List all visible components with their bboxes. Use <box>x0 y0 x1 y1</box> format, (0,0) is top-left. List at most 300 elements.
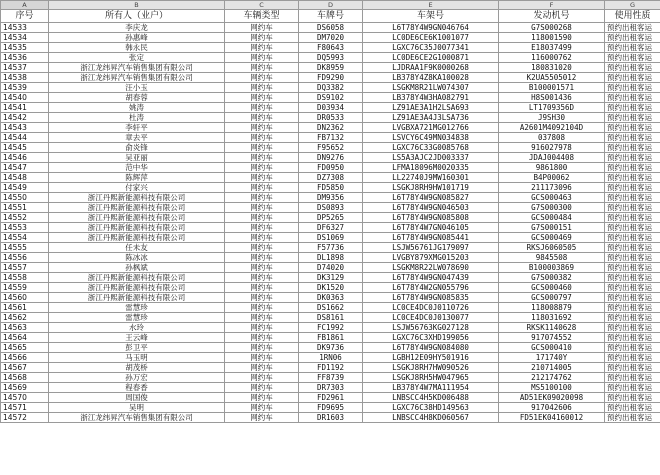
cell-serial[interactable]: 14563 <box>1 323 49 333</box>
cell-owner[interactable]: 姚涛 <box>49 103 225 113</box>
cell-engine[interactable]: 118001590 <box>499 33 605 43</box>
cell-usage[interactable]: 预约出租客运 <box>605 83 660 93</box>
cell-usage[interactable]: 预约出租客运 <box>605 113 660 123</box>
cell-usage[interactable]: 预约出租客运 <box>605 23 660 33</box>
cell-serial[interactable]: 14544 <box>1 133 49 143</box>
column-letter-f[interactable]: F <box>499 1 605 10</box>
cell-engine[interactable]: 180831020 <box>499 63 605 73</box>
cell-vin[interactable]: LNBSCC4H8KD060567 <box>363 413 499 423</box>
column-letter-c[interactable]: C <box>225 1 299 10</box>
cell-usage[interactable]: 预约出租客运 <box>605 393 660 403</box>
cell-vehicle-type[interactable]: 网约车 <box>225 393 299 403</box>
cell-vin[interactable]: L6T78Y4W9GN084080 <box>363 343 499 353</box>
cell-engine[interactable]: 037808 <box>499 133 605 143</box>
cell-vehicle-type[interactable]: 网约车 <box>225 303 299 313</box>
cell-serial[interactable]: 14557 <box>1 263 49 273</box>
cell-engine[interactable]: 9861800 <box>499 163 605 173</box>
cell-serial[interactable]: 14566 <box>1 353 49 363</box>
cell-usage[interactable]: 预约出租客运 <box>605 143 660 153</box>
cell-usage[interactable]: 预约出租客运 <box>605 133 660 143</box>
cell-owner[interactable]: 孙枫斌 <box>49 263 225 273</box>
cell-plate[interactable]: DL1898 <box>299 253 363 263</box>
cell-usage[interactable]: 预约出租客运 <box>605 253 660 263</box>
cell-plate[interactable]: DQ5993 <box>299 53 363 63</box>
cell-engine[interactable]: B4P00062 <box>499 173 605 183</box>
cell-owner[interactable]: 浙江龙纬昇汽车销售集团有限公司 <box>49 73 225 83</box>
cell-serial[interactable]: 14567 <box>1 363 49 373</box>
cell-engine[interactable]: AD51EK09020098 <box>499 393 605 403</box>
cell-engine[interactable]: MS5100100 <box>499 383 605 393</box>
cell-plate[interactable]: DS0893 <box>299 203 363 213</box>
cell-owner[interactable]: 孙惠峰 <box>49 33 225 43</box>
cell-serial[interactable]: 14536 <box>1 53 49 63</box>
cell-serial[interactable]: 14551 <box>1 203 49 213</box>
cell-usage[interactable]: 预约出租客运 <box>605 323 660 333</box>
cell-engine[interactable]: 212174762 <box>499 373 605 383</box>
cell-owner[interactable]: 韩永民 <box>49 43 225 53</box>
cell-usage[interactable]: 预约出租客运 <box>605 183 660 193</box>
cell-vehicle-type[interactable]: 网约车 <box>225 113 299 123</box>
table-row <box>1 163 660 173</box>
cell-engine[interactable]: K2UA5505012 <box>499 73 605 83</box>
cell-usage[interactable]: 预约出租客运 <box>605 303 660 313</box>
cell-serial[interactable]: 14564 <box>1 333 49 343</box>
cell-vehicle-type[interactable]: 网约车 <box>225 193 299 203</box>
cell-vehicle-type[interactable]: 网约车 <box>225 173 299 183</box>
cell-plate[interactable]: DK8959 <box>299 63 363 73</box>
cell-engine[interactable]: 9845508 <box>499 253 605 263</box>
cell-owner[interactable]: 水玲 <box>49 323 225 333</box>
cell-vin[interactable]: L6T78Y4W9GN046764 <box>363 23 499 33</box>
cell-owner[interactable]: 陈冰冰 <box>49 253 225 263</box>
cell-serial[interactable]: 14545 <box>1 143 49 153</box>
cell-usage[interactable]: 预约出租客运 <box>605 73 660 83</box>
cell-engine[interactable]: 916027978 <box>499 143 605 153</box>
cell-plate[interactable]: 1RN06 <box>299 353 363 363</box>
cell-owner[interactable]: 汪小玉 <box>49 83 225 93</box>
cell-usage[interactable]: 预约出租客运 <box>605 353 660 363</box>
cell-usage[interactable]: 预约出租客运 <box>605 193 660 203</box>
cell-vehicle-type[interactable]: 网约车 <box>225 293 299 303</box>
cell-usage[interactable]: 预约出租客运 <box>605 213 660 223</box>
cell-plate[interactable]: FC1992 <box>299 323 363 333</box>
cell-engine[interactable]: B100001571 <box>499 83 605 93</box>
cell-owner[interactable]: 俞炎锋 <box>49 143 225 153</box>
cell-usage[interactable]: 预约出租客运 <box>605 163 660 173</box>
cell-engine[interactable]: 118031692 <box>499 313 605 323</box>
cell-plate[interactable]: FD9695 <box>299 403 363 413</box>
cell-engine[interactable]: G7S000300 <box>499 203 605 213</box>
cell-vin[interactable]: LL22740J9MW160301 <box>363 173 499 183</box>
cell-serial[interactable]: 14555 <box>1 243 49 253</box>
cell-serial[interactable]: 14559 <box>1 283 49 293</box>
cell-vin[interactable]: LGBH12E09HY501916 <box>363 353 499 363</box>
cell-engine[interactable]: J9SH30 <box>499 113 605 123</box>
cell-vin[interactable]: LFMA18096M0020335 <box>363 163 499 173</box>
cell-serial[interactable]: 14549 <box>1 183 49 193</box>
cell-vehicle-type[interactable]: 网约车 <box>225 413 299 423</box>
cell-serial[interactable]: 14543 <box>1 123 49 133</box>
cell-owner[interactable]: 李庆龙 <box>49 23 225 33</box>
cell-plate[interactable]: DN2362 <box>299 123 363 133</box>
cell-serial[interactable]: 14556 <box>1 253 49 263</box>
cell-owner[interactable]: 杜涛 <box>49 113 225 123</box>
cell-vin[interactable]: LSVCY6C49MN034838 <box>363 133 499 143</box>
cell-owner[interactable]: 李轩平 <box>49 123 225 133</box>
cell-plate[interactable]: D03934 <box>299 103 363 113</box>
cell-usage[interactable]: 预约出租客运 <box>605 333 660 343</box>
cell-vehicle-type[interactable]: 网约车 <box>225 93 299 103</box>
cell-vin[interactable]: LSGKM8R21LW074307 <box>363 83 499 93</box>
cell-owner[interactable]: 付家兴 <box>49 183 225 193</box>
cell-usage[interactable]: 预约出租客运 <box>605 123 660 133</box>
column-letter-d[interactable]: D <box>299 1 363 10</box>
cell-engine[interactable]: G7S000151 <box>499 223 605 233</box>
cell-serial[interactable]: 14541 <box>1 103 49 113</box>
cell-serial[interactable]: 14550 <box>1 193 49 203</box>
cell-serial[interactable]: 14539 <box>1 83 49 93</box>
cell-vehicle-type[interactable]: 网约车 <box>225 73 299 83</box>
cell-plate[interactable]: DK3129 <box>299 273 363 283</box>
cell-vehicle-type[interactable]: 网约车 <box>225 33 299 43</box>
cell-vin[interactable]: LGXC76C33G0085768 <box>363 143 499 153</box>
cell-plate[interactable]: FD0950 <box>299 163 363 173</box>
cell-engine[interactable]: GCS000484 <box>499 213 605 223</box>
cell-vin[interactable]: LZ91AE3A1H2LSA693 <box>363 103 499 113</box>
cell-vehicle-type[interactable]: 网约车 <box>225 123 299 133</box>
cell-plate[interactable]: DK1520 <box>299 283 363 293</box>
cell-owner[interactable]: 吴亚丽 <box>49 153 225 163</box>
cell-engine[interactable]: 917074552 <box>499 333 605 343</box>
cell-plate[interactable]: DS1069 <box>299 233 363 243</box>
cell-owner[interactable]: 浙江龙纬昇汽车销售集团有限公司 <box>49 63 225 73</box>
cell-usage[interactable]: 预约出租客运 <box>605 43 660 53</box>
cell-plate[interactable]: DP5265 <box>299 213 363 223</box>
cell-owner[interactable]: 胡春蓉 <box>49 93 225 103</box>
cell-vehicle-type[interactable]: 网约车 <box>225 103 299 113</box>
cell-vehicle-type[interactable]: 网约车 <box>225 333 299 343</box>
cell-plate[interactable]: DR1603 <box>299 413 363 423</box>
cell-vin[interactable]: L6T78Y4W7GN046105 <box>363 223 499 233</box>
cell-plate[interactable]: D74020 <box>299 263 363 273</box>
cell-owner[interactable]: 范中华 <box>49 163 225 173</box>
cell-owner[interactable]: 浙江丹熙新能源科技有限公司 <box>49 193 225 203</box>
cell-vehicle-type[interactable]: 网约车 <box>225 23 299 33</box>
cell-usage[interactable]: 预约出租客运 <box>605 33 660 43</box>
cell-owner[interactable]: 任未友 <box>49 243 225 253</box>
cell-owner[interactable]: 浙江丹熙新能源科技有限公司 <box>49 293 225 303</box>
cell-vin[interactable]: LGXC76C3XHD199056 <box>363 333 499 343</box>
cell-vehicle-type[interactable]: 网约车 <box>225 203 299 213</box>
cell-plate[interactable]: F95652 <box>299 143 363 153</box>
cell-owner[interactable]: 张定 <box>49 53 225 63</box>
cell-owner[interactable]: 程春香 <box>49 383 225 393</box>
cell-owner[interactable]: 浙江丹熙新能源科技有限公司 <box>49 203 225 213</box>
cell-vehicle-type[interactable]: 网约车 <box>225 243 299 253</box>
cell-vehicle-type[interactable]: 网约车 <box>225 223 299 233</box>
cell-vin[interactable]: L6T78Y4W9GN085827 <box>363 193 499 203</box>
column-letter-g[interactable]: G <box>605 1 660 10</box>
cell-serial[interactable]: 14533 <box>1 23 49 33</box>
cell-vin[interactable]: LSJW56763KG027128 <box>363 323 499 333</box>
cell-vehicle-type[interactable]: 网约车 <box>225 83 299 93</box>
cell-plate[interactable]: DS8161 <box>299 313 363 323</box>
cell-vehicle-type[interactable]: 网约车 <box>225 253 299 263</box>
column-letter-b[interactable]: B <box>49 1 225 10</box>
cell-plate[interactable]: DM7020 <box>299 33 363 43</box>
cell-serial[interactable]: 14572 <box>1 413 49 423</box>
cell-vehicle-type[interactable]: 网约车 <box>225 363 299 373</box>
cell-vehicle-type[interactable]: 网约车 <box>225 183 299 193</box>
cell-plate[interactable]: DZ7308 <box>299 173 363 183</box>
cell-plate[interactable]: DM9356 <box>299 193 363 203</box>
cell-vin[interactable]: L6T78Y4W2GN055796 <box>363 283 499 293</box>
cell-vin[interactable]: L6T78Y4W9GN047439 <box>363 273 499 283</box>
cell-vin[interactable]: LJDRAA1F9K0000268 <box>363 63 499 73</box>
cell-engine[interactable]: H8S001436 <box>499 93 605 103</box>
cell-plate[interactable]: DS9102 <box>299 93 363 103</box>
cell-engine[interactable]: G7S000268 <box>499 23 605 33</box>
cell-vin[interactable]: L6T78Y4W9GN085835 <box>363 293 499 303</box>
cell-usage[interactable]: 预约出租客运 <box>605 153 660 163</box>
cell-vehicle-type[interactable]: 网约车 <box>225 153 299 163</box>
cell-vin[interactable]: LC0CE4DC0J0130077 <box>363 313 499 323</box>
cell-vehicle-type[interactable]: 网约车 <box>225 403 299 413</box>
cell-serial[interactable]: 14569 <box>1 383 49 393</box>
cell-serial[interactable]: 14562 <box>1 313 49 323</box>
cell-usage[interactable]: 预约出租客运 <box>605 293 660 303</box>
cell-vehicle-type[interactable]: 网约车 <box>225 273 299 283</box>
cell-serial[interactable]: 14535 <box>1 43 49 53</box>
cell-usage[interactable]: 预约出租客运 <box>605 173 660 183</box>
cell-vin[interactable]: LSGKJ8RH5HW047965 <box>363 373 499 383</box>
cell-vin[interactable]: LNBSCC4H5KD006488 <box>363 393 499 403</box>
cell-vin[interactable]: LSJW56761JG179097 <box>363 243 499 253</box>
cell-serial[interactable]: 14561 <box>1 303 49 313</box>
cell-engine[interactable]: GCS000797 <box>499 293 605 303</box>
cell-owner[interactable]: 浙江龙纬昇汽车销售集团有限公司 <box>49 413 225 423</box>
cell-owner[interactable]: 浙江丹熙新能源科技有限公司 <box>49 223 225 233</box>
cell-vin[interactable]: LC0DE6CE6K1001077 <box>363 33 499 43</box>
cell-usage[interactable]: 预约出租客运 <box>605 263 660 273</box>
cell-usage[interactable]: 预约出租客运 <box>605 363 660 373</box>
cell-vin[interactable]: LB378Y4W3HA082791 <box>363 93 499 103</box>
cell-plate[interactable]: FB1861 <box>299 333 363 343</box>
cell-vehicle-type[interactable]: 网约车 <box>225 323 299 333</box>
cell-owner[interactable]: 彭卫平 <box>49 343 225 353</box>
cell-usage[interactable]: 预约出租客运 <box>605 93 660 103</box>
cell-owner[interactable]: 吴明 <box>49 403 225 413</box>
cell-vin[interactable]: LGXC76C38HD149563 <box>363 403 499 413</box>
cell-engine[interactable]: JDAJ004408 <box>499 153 605 163</box>
cell-vehicle-type[interactable]: 网约车 <box>225 353 299 363</box>
cell-vehicle-type[interactable]: 网约车 <box>225 143 299 153</box>
header-engine[interactable]: 发动机号 <box>499 10 605 23</box>
cell-engine[interactable]: RKSK1140628 <box>499 323 605 333</box>
cell-owner[interactable]: 浙江丹熙新能源科技有限公司 <box>49 233 225 243</box>
cell-vin[interactable]: LVGBY879XMG015203 <box>363 253 499 263</box>
cell-vehicle-type[interactable]: 网约车 <box>225 233 299 243</box>
cell-usage[interactable]: 预约出租客运 <box>605 103 660 113</box>
cell-owner[interactable]: 雷慧珍 <box>49 303 225 313</box>
cell-vehicle-type[interactable]: 网约车 <box>225 373 299 383</box>
cell-vin[interactable]: LZ91AE3A4J3LSA736 <box>363 113 499 123</box>
cell-plate[interactable]: FD5850 <box>299 183 363 193</box>
cell-plate[interactable]: F57736 <box>299 243 363 253</box>
cell-vehicle-type[interactable]: 网约车 <box>225 213 299 223</box>
cell-engine[interactable]: G7S000382 <box>499 273 605 283</box>
cell-vin[interactable]: LS5A3AJC2JD003337 <box>363 153 499 163</box>
cell-usage[interactable]: 预约出租客运 <box>605 313 660 323</box>
cell-owner[interactable]: 孙万宏 <box>49 373 225 383</box>
cell-serial[interactable]: 14552 <box>1 213 49 223</box>
cell-plate[interactable]: DR0533 <box>299 113 363 123</box>
cell-usage[interactable]: 预约出租客运 <box>605 283 660 293</box>
cell-owner[interactable]: 胡茂桥 <box>49 363 225 373</box>
header-usage[interactable]: 使用性质 <box>605 10 660 23</box>
table-row <box>1 413 660 423</box>
cell-vehicle-type[interactable]: 网约车 <box>225 263 299 273</box>
cell-plate[interactable]: DF6327 <box>299 223 363 233</box>
cell-usage[interactable]: 预约出租客运 <box>605 53 660 63</box>
cell-engine[interactable]: GCS000463 <box>499 193 605 203</box>
cell-engine[interactable]: B100003869 <box>499 263 605 273</box>
cell-serial[interactable]: 14570 <box>1 393 49 403</box>
table-row <box>1 403 660 413</box>
cell-engine[interactable]: E18037499 <box>499 43 605 53</box>
cell-engine[interactable]: 211173096 <box>499 183 605 193</box>
cell-vehicle-type[interactable]: 网约车 <box>225 163 299 173</box>
cell-owner[interactable]: 浙江丹熙新能源科技有限公司 <box>49 283 225 293</box>
cell-vin[interactable]: LC0CE4DC0J0110726 <box>363 303 499 313</box>
cell-serial[interactable]: 14540 <box>1 93 49 103</box>
cell-vin[interactable]: LSGKJ8RH9HW101719 <box>363 183 499 193</box>
cell-serial[interactable]: 14546 <box>1 153 49 163</box>
cell-plate[interactable]: FB7132 <box>299 133 363 143</box>
cell-vehicle-type[interactable]: 网约车 <box>225 133 299 143</box>
cell-serial[interactable]: 14553 <box>1 223 49 233</box>
cell-vin[interactable]: L6T78Y4W9GN046503 <box>363 203 499 213</box>
cell-owner[interactable]: 马玉明 <box>49 353 225 363</box>
cell-plate[interactable]: DK9736 <box>299 343 363 353</box>
cell-engine[interactable]: A2601M4092104D <box>499 123 605 133</box>
column-letter-a[interactable]: A <box>1 1 49 10</box>
cell-vin[interactable]: LB378Y4W7MA111954 <box>363 383 499 393</box>
cell-vehicle-type[interactable]: 网约车 <box>225 313 299 323</box>
cell-serial[interactable]: 14542 <box>1 113 49 123</box>
header-owner[interactable]: 所有人（业户） <box>49 10 225 23</box>
cell-plate[interactable]: DS6058 <box>299 23 363 33</box>
cell-usage[interactable]: 预约出租客运 <box>605 63 660 73</box>
cell-plate[interactable]: FD1192 <box>299 363 363 373</box>
cell-engine[interactable]: 210714005 <box>499 363 605 373</box>
cell-usage[interactable]: 预约出租客运 <box>605 373 660 383</box>
cell-plate[interactable]: FF8739 <box>299 373 363 383</box>
cell-engine[interactable]: 118008879 <box>499 303 605 313</box>
cell-serial[interactable]: 14537 <box>1 63 49 73</box>
cell-plate[interactable]: DR7303 <box>299 383 363 393</box>
cell-plate[interactable]: DS1662 <box>299 303 363 313</box>
cell-vehicle-type[interactable]: 网约车 <box>225 343 299 353</box>
cell-usage[interactable]: 预约出租客运 <box>605 413 660 423</box>
cell-engine[interactable]: GCS000469 <box>499 233 605 243</box>
cell-vin[interactable]: LVGBXA721MG012766 <box>363 123 499 133</box>
cell-usage[interactable]: 预约出租客运 <box>605 233 660 243</box>
cell-vehicle-type[interactable]: 网约车 <box>225 43 299 53</box>
column-letter-e[interactable]: E <box>363 1 499 10</box>
cell-plate[interactable]: FD2961 <box>299 393 363 403</box>
header-vehicle-type[interactable]: 车辆类型 <box>225 10 299 23</box>
cell-engine[interactable]: RKSJ6060505 <box>499 243 605 253</box>
table-row <box>1 183 660 193</box>
table-row <box>1 133 660 143</box>
cell-owner[interactable]: 浙江丹熙新能源科技有限公司 <box>49 273 225 283</box>
cell-engine[interactable]: 116000762 <box>499 53 605 63</box>
cell-vehicle-type[interactable]: 网约车 <box>225 283 299 293</box>
cell-plate[interactable]: DK0363 <box>299 293 363 303</box>
cell-owner[interactable]: 周国俊 <box>49 393 225 403</box>
cell-serial[interactable]: 14558 <box>1 273 49 283</box>
header-serial[interactable]: 序号 <box>1 10 49 23</box>
cell-plate[interactable]: FD9290 <box>299 73 363 83</box>
header-vin[interactable]: 车架号 <box>363 10 499 23</box>
cell-serial[interactable]: 14571 <box>1 403 49 413</box>
cell-serial[interactable]: 14568 <box>1 373 49 383</box>
cell-vin[interactable]: L6T78Y4W9GN085441 <box>363 233 499 243</box>
cell-usage[interactable]: 预约出租客运 <box>605 403 660 413</box>
cell-vin[interactable]: LSGKM8R22LW078690 <box>363 263 499 273</box>
cell-vin[interactable]: LSGKJ8RH7HW090526 <box>363 363 499 373</box>
cell-engine[interactable]: 171740Y <box>499 353 605 363</box>
cell-serial[interactable]: 14538 <box>1 73 49 83</box>
cell-vehicle-type[interactable]: 网约车 <box>225 383 299 393</box>
cell-plate[interactable]: F80643 <box>299 43 363 53</box>
cell-vehicle-type[interactable]: 网约车 <box>225 63 299 73</box>
cell-vehicle-type[interactable]: 网约车 <box>225 53 299 63</box>
header-plate[interactable]: 车牌号 <box>299 10 363 23</box>
cell-usage[interactable]: 预约出租客运 <box>605 243 660 253</box>
cell-vin[interactable]: LGXC76C35J0077341 <box>363 43 499 53</box>
cell-usage[interactable]: 预约出租客运 <box>605 273 660 283</box>
cell-serial[interactable]: 14554 <box>1 233 49 243</box>
cell-engine[interactable]: FD51EK04160012 <box>499 413 605 423</box>
cell-owner[interactable]: 章去平 <box>49 133 225 143</box>
cell-engine[interactable]: GCS000410 <box>499 343 605 353</box>
cell-vin[interactable]: LB378Y4Z8KA100028 <box>363 73 499 83</box>
cell-serial[interactable]: 14548 <box>1 173 49 183</box>
cell-engine[interactable]: 917042606 <box>499 403 605 413</box>
cell-engine[interactable]: GCS000460 <box>499 283 605 293</box>
cell-usage[interactable]: 预约出租客运 <box>605 343 660 353</box>
cell-plate[interactable]: DQ3382 <box>299 83 363 93</box>
cell-owner[interactable]: 王云峰 <box>49 333 225 343</box>
cell-serial[interactable]: 14565 <box>1 343 49 353</box>
cell-owner[interactable]: 浙江丹熙新能源科技有限公司 <box>49 213 225 223</box>
cell-owner[interactable]: 陈辉萍 <box>49 173 225 183</box>
table-row <box>1 173 660 183</box>
cell-owner[interactable]: 雷慧珍 <box>49 313 225 323</box>
cell-serial[interactable]: 14547 <box>1 163 49 173</box>
cell-usage[interactable]: 预约出租客运 <box>605 203 660 213</box>
cell-usage[interactable]: 预约出租客运 <box>605 223 660 233</box>
cell-engine[interactable]: LT1709356D <box>499 103 605 113</box>
cell-usage[interactable]: 预约出租客运 <box>605 383 660 393</box>
cell-serial[interactable]: 14534 <box>1 33 49 43</box>
cell-vin[interactable]: LC0DE6CE2G1000871 <box>363 53 499 63</box>
cell-vin[interactable]: L6T78Y4W9GN085808 <box>363 213 499 223</box>
cell-serial[interactable]: 14560 <box>1 293 49 303</box>
cell-plate[interactable]: DN9276 <box>299 153 363 163</box>
